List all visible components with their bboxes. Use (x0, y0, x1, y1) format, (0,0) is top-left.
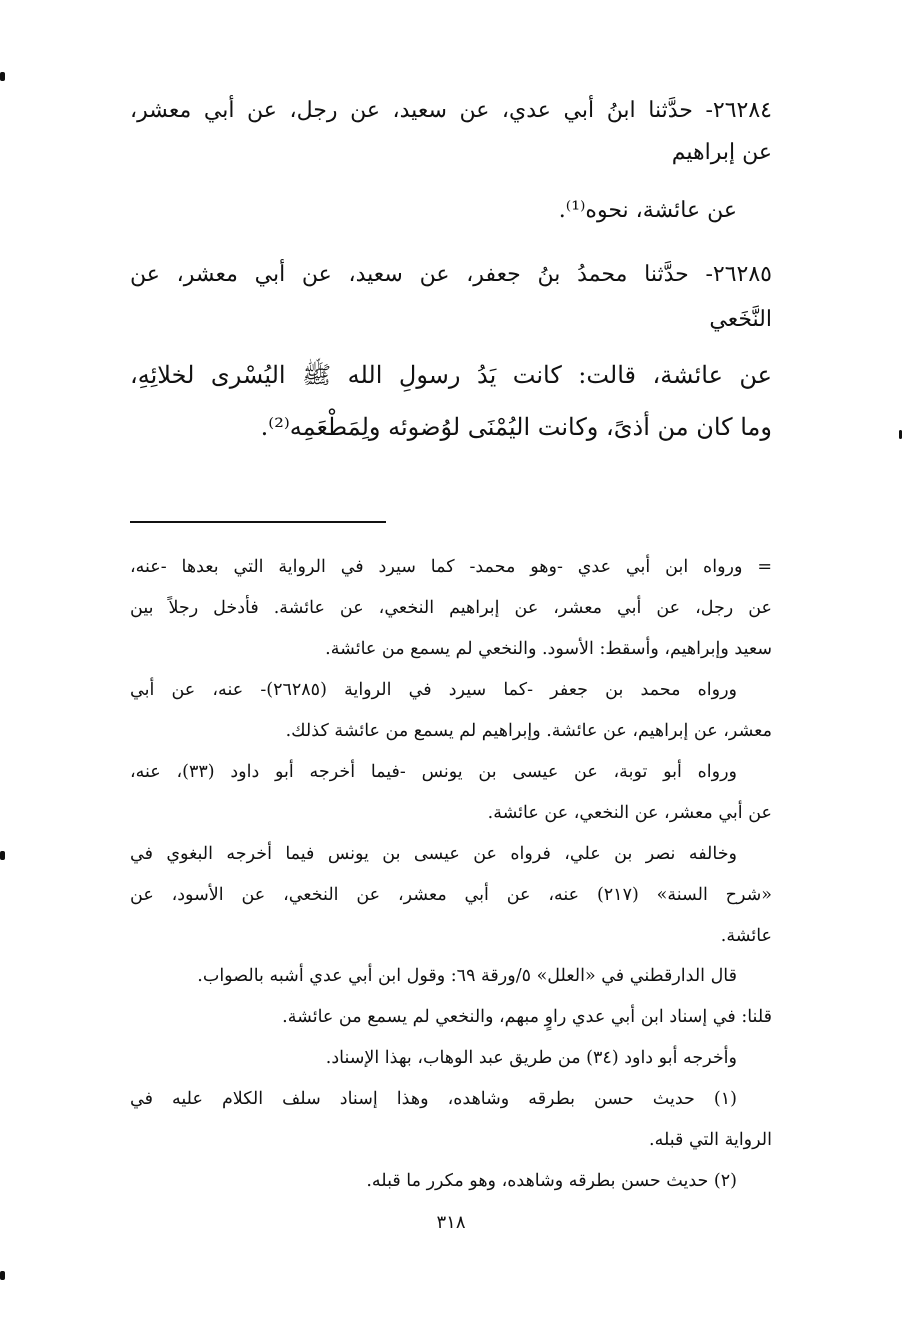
footnote-line: «شرح السنة» (٢١٧) عنه، عن أبي معشر، عن النخعي، عن الأسود، عن (130, 885, 773, 905)
footnote-line: (١) حديث حسن بطرقه وشاهده، وهذا إسناد سلف الكلام عليه في (130, 1089, 737, 1109)
footnote-line: وخالفه نصر بن علي، فرواه عن عيسى بن يونس فيما أخرجه البغوي في (130, 844, 737, 864)
footnote-line: ورواه أبو توبة، عن عيسى بن يونس -فيما أخرجه أبو داود (٣٣)، عنه، (130, 762, 738, 782)
footnote-line: عن رجل، عن أبي معشر، عن إبراهيم النخعي، عن عائشة. فأدخل رجلاً بين (130, 598, 772, 618)
footnote-line: (٢) حديث حسن بطرقه وشاهده، وهو مكرر ما قبله. (366, 1171, 737, 1191)
hadith-26284-line-1: ٢٦٢٨٤- حدَّثنا ابنُ أبي عدي، عن سعيد، عن رجل، عن أبي معشر، (130, 98, 772, 123)
hadith-26285-line-4: وما كان من أذىً، وكانت اليُمْنَى لوُضوئه ولِمَطْعَمِه⁽²⁾. (260, 413, 772, 441)
scan-mark (0, 72, 5, 81)
hadith-26285-line-1: ٢٦٢٨٥- حدَّثنا محمدُ بنُ جعفر، عن سعيد، عن أبي معشر، عن (130, 262, 772, 287)
hadith-26285-line-3: عن عائشة، قالت: كانت يَدُ رسولِ الله ﷺ اليُسْرى لخلائِهِ، (130, 361, 772, 389)
scan-mark (0, 851, 5, 860)
scan-mark (0, 1271, 5, 1280)
footnote-line: الرواية التي قبله. (649, 1130, 772, 1150)
footnote-line: وأخرجه أبو داود (٣٤) من طريق عبد الوهاب، بهذا الإسناد. (325, 1048, 737, 1068)
page-number: ٣١٨ (436, 1212, 466, 1233)
footnote-line: سعيد وإبراهيم، وأسقط: الأسود. والنخعي لم يسمع من عائشة. (325, 639, 772, 659)
footnote-line: معشر، عن إبراهيم، عن عائشة. وإبراهيم لم يسمع من عائشة كذلك. (285, 721, 772, 741)
footnote-line: قال الدارقطني في «العلل» ٥/ورقة ٦٩: وقول ابن أبي عدي أشبه بالصواب. (197, 966, 737, 986)
hadith-26285-line-2: النَّخَعي (709, 307, 772, 332)
hadith-26284-line-2: عن إبراهيم (671, 140, 772, 165)
footnote-line: عائشة. (720, 926, 772, 946)
footnote-line: قلنا: في إسناد ابن أبي عدي راوٍ مبهم، والنخعي لم يسمع من عائشة. (282, 1007, 772, 1027)
footnote-separator (130, 521, 386, 523)
footnote-line: = ورواه ابن أبي عدي -وهو محمد- كما سيرد في الرواية التي بعدها -عنه، (130, 557, 772, 577)
footnote-line: عن أبي معشر، عن النخعي، عن عائشة. (487, 803, 772, 823)
footnote-line: ورواه محمد بن جعفر -كما سيرد في الرواية (٢٦٢٨٥)- عنه، عن أبي (130, 680, 737, 700)
hadith-26284-line-3: عن عائشة، نحوه⁽¹⁾. (558, 198, 737, 223)
